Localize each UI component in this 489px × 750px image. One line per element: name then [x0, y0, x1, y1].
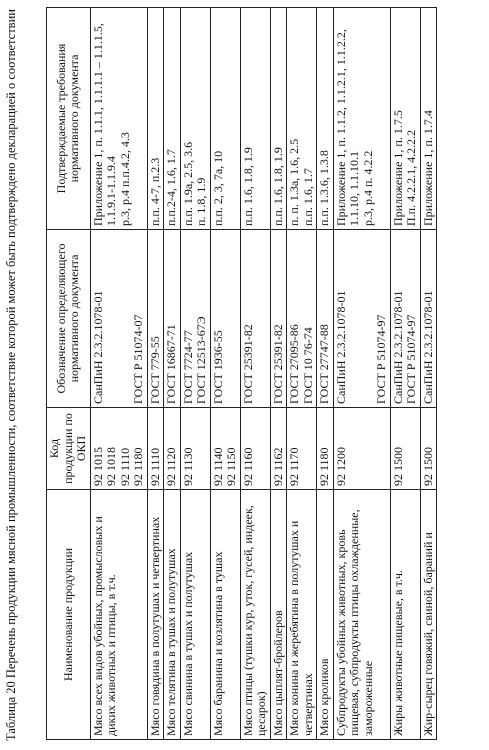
requirement-line: п.п. 1.6, 1.8, 1.9 — [240, 147, 255, 226]
cell-reqs — [90, 8, 147, 230]
normative-document: СанПиН 2.3.2.1078-01 — [390, 290, 405, 404]
table-row — [287, 8, 317, 740]
requirement-line: п.п. 2, 3, 7а, 10 — [210, 150, 225, 226]
table-row — [147, 8, 164, 740]
okp-code: 92 1160 — [240, 447, 255, 486]
okp-code: 92 1015 — [90, 447, 105, 486]
cell-docs — [287, 230, 317, 408]
requirement-line: п.п. 4-7, п.2.3 — [147, 157, 162, 226]
requirement-line: Приложение 1, п. 1.1.2, 1.1.2.1, 1.1.2.2, 1.1.10, 1.1.10.1 — [333, 29, 361, 226]
cell-codes — [164, 408, 181, 490]
cell-reqs — [147, 8, 164, 230]
table-row — [240, 8, 270, 740]
cell-name — [270, 490, 287, 740]
cell-docs — [270, 230, 287, 408]
requirement-line: Приложение 1, п. 1.1.1, 1.1.1.1 – 1.1.1.5, 1.1.9.1-1.1.9.4 — [90, 23, 118, 226]
cell-reqs — [270, 8, 287, 230]
normative-document: СанПиН 2.3.2.1078-01 — [420, 290, 435, 404]
normative-document: ГОСТ 1936-55 — [210, 330, 225, 404]
cell-docs — [210, 230, 240, 408]
table-row — [164, 8, 181, 740]
product-name-line: Мясо баранина и козлятина в тушах — [210, 551, 225, 736]
cell-codes — [390, 408, 420, 490]
okp-code: 92 1170 — [287, 447, 301, 486]
product-name-line: Мясо всех видов убойных, промысловых и диких животных и птицы, в т.ч. — [90, 516, 118, 736]
cell-codes — [180, 408, 210, 490]
okp-code: 92 1162 — [270, 447, 285, 486]
table-row — [420, 8, 437, 740]
cell-name — [317, 490, 334, 740]
cell-docs — [420, 230, 437, 408]
table-row — [210, 8, 240, 740]
product-name-line: Жир-сырец говяжий, свиной, бараний и — [420, 532, 435, 736]
requirement-line: п.п. 1.6, 1.7 — [300, 168, 315, 226]
okp-code: 92 1500 — [420, 447, 435, 486]
normative-document: ГОСТ Р 51074-97 — [374, 314, 388, 404]
requirement-line: п.п. 1.6, 1.8, 1.9 — [270, 147, 285, 226]
cell-codes — [333, 408, 390, 490]
table-row — [180, 8, 210, 740]
okp-code: 92 1200 — [333, 447, 348, 486]
cell-docs — [390, 230, 420, 408]
requirement-line: р.3, р.4 п. 4.2.2 — [360, 150, 375, 226]
requirement-line: п.п. 1.3.6, 1.3.8 — [317, 150, 331, 226]
normative-document: ГОСТ Р 51074-97 — [404, 314, 418, 404]
table-body — [90, 8, 437, 740]
product-name-line: Мясо свинина в тушах и полутушах — [180, 551, 195, 736]
requirement-line: п. п. 1.3а, 1.6, 2.5 — [287, 138, 301, 226]
product-name-line: Мясо телятина в тушах и полутушах — [164, 548, 178, 736]
cell-codes — [147, 408, 164, 490]
cell-reqs — [390, 8, 420, 230]
cell-name — [210, 490, 240, 740]
requirement-line: П.п. 4.2.2.1, 4.2.2.2 — [404, 129, 418, 226]
requirement-line: п.п. 1.9а, 2.5, 3.6 — [180, 141, 195, 226]
cell-reqs — [287, 8, 317, 230]
cell-docs — [317, 230, 334, 408]
normative-document: СанПиН 2.3.2.1078-01 — [333, 290, 348, 404]
cell-codes — [240, 408, 270, 490]
normative-document: ГОСТ 25391-82 — [270, 324, 285, 404]
okp-code: 92 1180 — [317, 447, 331, 486]
cell-name — [287, 490, 317, 740]
product-name-line: Мясо конина и жеребятина в полутушах и четвертинах — [287, 520, 315, 736]
requirement-line: Приложение 1, п. 1.7.5 — [390, 110, 405, 226]
cell-reqs — [317, 8, 334, 230]
requirement-line: р.3, р.4 п.п.4.2, 4.3 — [117, 132, 132, 226]
normative-document: СанПиН 2.3.2.1078-01 — [90, 290, 105, 404]
cell-reqs — [240, 8, 270, 230]
cell-name — [420, 490, 437, 740]
normative-document: ГОСТ Р 51074-07 — [131, 314, 145, 404]
blank-line — [119, 233, 133, 404]
cell-reqs — [420, 8, 437, 230]
requirement-line: п.п.2-4, 1.6, 1.7 — [164, 149, 178, 226]
header-requirements: Подтверждаемые требования нормативного документа — [47, 8, 91, 230]
cell-codes — [270, 408, 287, 490]
cell-reqs — [180, 8, 210, 230]
okp-code: 92 1018 — [104, 447, 118, 486]
requirement-line: п. 1.8, 1.9 — [194, 177, 208, 226]
cell-codes — [420, 408, 437, 490]
normative-document: ГОСТ 25391-82 — [240, 324, 255, 404]
product-name-line: Мясо цыплят-бройлеров — [270, 610, 285, 736]
okp-code: 92 1110 — [147, 447, 162, 486]
okp-code: 92 1120 — [164, 447, 178, 486]
table-caption: Таблица 20 Перечень продукции мясной промышленности, соответствие которой может быть подтверждено декларацией о соответствии — [4, 9, 18, 741]
cell-codes — [210, 408, 240, 490]
header-normative-document: Обозначение определяющего нормативного документа — [47, 230, 91, 408]
cell-name — [164, 490, 181, 740]
cell-docs — [333, 230, 390, 408]
normative-document: ГОСТ 7724-77 — [180, 330, 195, 404]
cell-docs — [240, 230, 270, 408]
okp-code: 92 1150 — [224, 447, 238, 486]
header-product-name: Наименование продукции — [47, 490, 91, 740]
cell-name — [240, 490, 270, 740]
blank-line — [105, 233, 119, 404]
product-name-line: Жиры животные пищевые, в т.ч. — [390, 570, 405, 736]
product-name-line: Мясо кроликов — [317, 658, 331, 736]
table-header-row — [47, 8, 91, 740]
cell-name — [333, 490, 390, 740]
normative-document: ГОСТ 12513-67Э — [194, 316, 208, 404]
cell-docs — [147, 230, 164, 408]
cell-codes — [317, 408, 334, 490]
cell-docs — [90, 230, 147, 408]
product-name-line: Мясо говядина в полутушах и четвертинах — [147, 516, 162, 736]
normative-document: ГОСТ 27747-88 — [317, 324, 331, 404]
okp-code: 92 1140 — [210, 447, 225, 486]
normative-document: ГОСТ 27095-86 — [287, 324, 301, 404]
cell-name — [147, 490, 164, 740]
table-row — [270, 8, 287, 740]
okp-code: 92 1110 — [117, 447, 132, 486]
table-row — [333, 8, 390, 740]
okp-code: 92 1500 — [390, 447, 405, 486]
normative-document: ГОСТ 779-55 — [147, 336, 162, 404]
cell-reqs — [210, 8, 240, 230]
table-row — [390, 8, 420, 740]
cell-reqs — [164, 8, 181, 230]
blank-line — [362, 233, 376, 404]
requirement-line: Приложение 1, п. 1.7.4 — [420, 110, 435, 226]
cell-docs — [180, 230, 210, 408]
cell-name — [90, 490, 147, 740]
cell-docs — [164, 230, 181, 408]
okp-code: 92 1180 — [131, 447, 145, 486]
cell-codes — [90, 408, 147, 490]
table-row — [317, 8, 334, 740]
cell-name — [180, 490, 210, 740]
cell-codes — [287, 408, 317, 490]
blank-line — [348, 233, 362, 404]
normative-document: ГОСТ 10 76-74 — [300, 327, 315, 404]
header-okp-code: Код продукции по ОКП — [47, 408, 91, 490]
product-name-line: Мясо птицы (тушки кур, уток, гусей, индеек, цесарок) — [240, 505, 268, 736]
products-table — [46, 7, 437, 740]
okp-code: 92 1130 — [180, 447, 195, 486]
product-name-line: Субпродукты убойных животных, кровь пищевая, субпродукты птицы охлажденные, замороженные — [333, 509, 375, 736]
cell-name — [390, 490, 420, 740]
cell-reqs — [333, 8, 390, 230]
normative-document: ГОСТ 16867-71 — [164, 324, 178, 404]
table-row — [90, 8, 147, 740]
